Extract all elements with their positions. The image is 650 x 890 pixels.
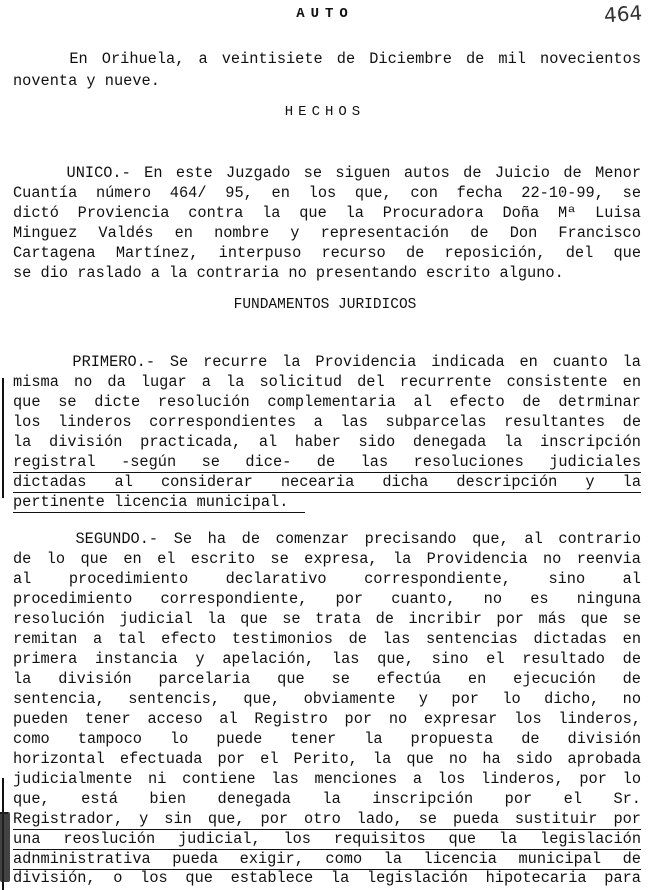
primero-line-8-underlined: pertinente licencia municipal.: [13, 492, 305, 513]
segundo-line-2: de lo que en el escrito se expresa, la Providencia no reenvia: [13, 550, 641, 568]
segundo-line-9: sentencia, sentencis, que, obviamente y por lo dicho, no: [13, 690, 641, 708]
segundo-line-17-underlined: adnministrativa pueda exigir, como la licencia municipal de: [13, 850, 641, 868]
primero-line-4: los linderos correspondientes a las subparcelas resultantes de: [13, 413, 641, 431]
fundamentos-heading: FUNDAMENTOS JURIDICOS: [233, 297, 417, 313]
segundo-line-1: SEGUNDO.- Se ha de comenzar precisando que, al contrario: [13, 530, 641, 548]
segundo-line-4: procedimiento correspondiente, por cuanto, no es ninguna: [13, 590, 641, 608]
segundo-line-12: horizontal efectuada por el Perito, la que no ha sido aprobada: [13, 750, 641, 768]
intro-line-1: En Orihuela, a veintisiete de Diciembre de mil novecientos: [13, 50, 641, 68]
unico-line-3: dictó Proviencia contra la que la Procuradora Doña Mª Luisa: [13, 204, 641, 222]
scan-smudge: [0, 812, 10, 882]
primero-line-3: que se dicte resolución complementaria al efecto de detrminar: [13, 393, 641, 411]
unico-line-5: Cartagena Martínez, interpuso recurso de reposición, del que: [13, 244, 641, 262]
primero-line-6-underlined: registral -según se dice- de las resoluciones judiciales: [13, 453, 641, 471]
segundo-line-13: judicialmente ni contiene las menciones a los linderos, por lo: [13, 770, 641, 788]
intro-line-2: noventa y nueve.: [13, 72, 160, 90]
unico-line-1: UNICO.- En este Juzgado se siguen autos de Juicio de Menor: [13, 164, 641, 182]
segundo-line-5: resolución judicial la que se trata de incribir por más que se: [13, 610, 641, 628]
primero-line-7-underlined: dictadas al considerar necearia dicha descripción y la: [13, 473, 641, 491]
segundo-line-15-underlined: Registrador, y sin que, por otro lado, se pueda sustituir por: [13, 810, 641, 828]
segundo-line-3: al procedimiento declarativo correspondiente, sino al: [13, 570, 641, 588]
unico-line-2: Cuantía número 464/ 95, en los que, con fecha 22-10-99, se: [13, 184, 641, 202]
segundo-line-11: como tampoco lo puede tener la propuesta de división: [13, 730, 641, 748]
segundo-line-16-underlined: una reoslución judicial, los requisitos que la legislación: [13, 830, 641, 848]
handwritten-page-number: 464: [603, 0, 643, 28]
segundo-line-7: primera instancia y apelación, las que, sino el resultado de: [13, 650, 641, 668]
segundo-line-14: que, está bien denegada la inscripción por el Sr.: [13, 790, 641, 808]
segundo-line-18: división, o los que establece la legislación hipotecaria para: [13, 869, 641, 887]
document-title: AUTO: [296, 6, 354, 22]
margin-bracket: [2, 378, 4, 498]
unico-line-6: se dio raslado a la contraria no presentando escrito alguno.: [13, 264, 564, 282]
segundo-line-6: remitan a tal efecto testimonios de las sentencias dictadas en: [13, 630, 641, 648]
segundo-line-10: pueden tener acceso al Registro por no expresar los linderos,: [13, 710, 641, 728]
segundo-line-8: la división parcelaria que se efectúa en ejecución de: [13, 670, 641, 688]
primero-line-5: la división practicada, al haber sido denegada la inscripción: [13, 433, 641, 451]
unico-line-4: Minguez Valdés en nombre y representación de Don Francisco: [13, 224, 641, 242]
hechos-heading: HECHOS: [284, 104, 366, 120]
primero-line-2: misma no da lugar a la solicitud del recurrente consistente en: [13, 373, 641, 391]
primero-line-1: PRIMERO.- Se recurre la Providencia indicada en cuanto la: [13, 353, 641, 371]
